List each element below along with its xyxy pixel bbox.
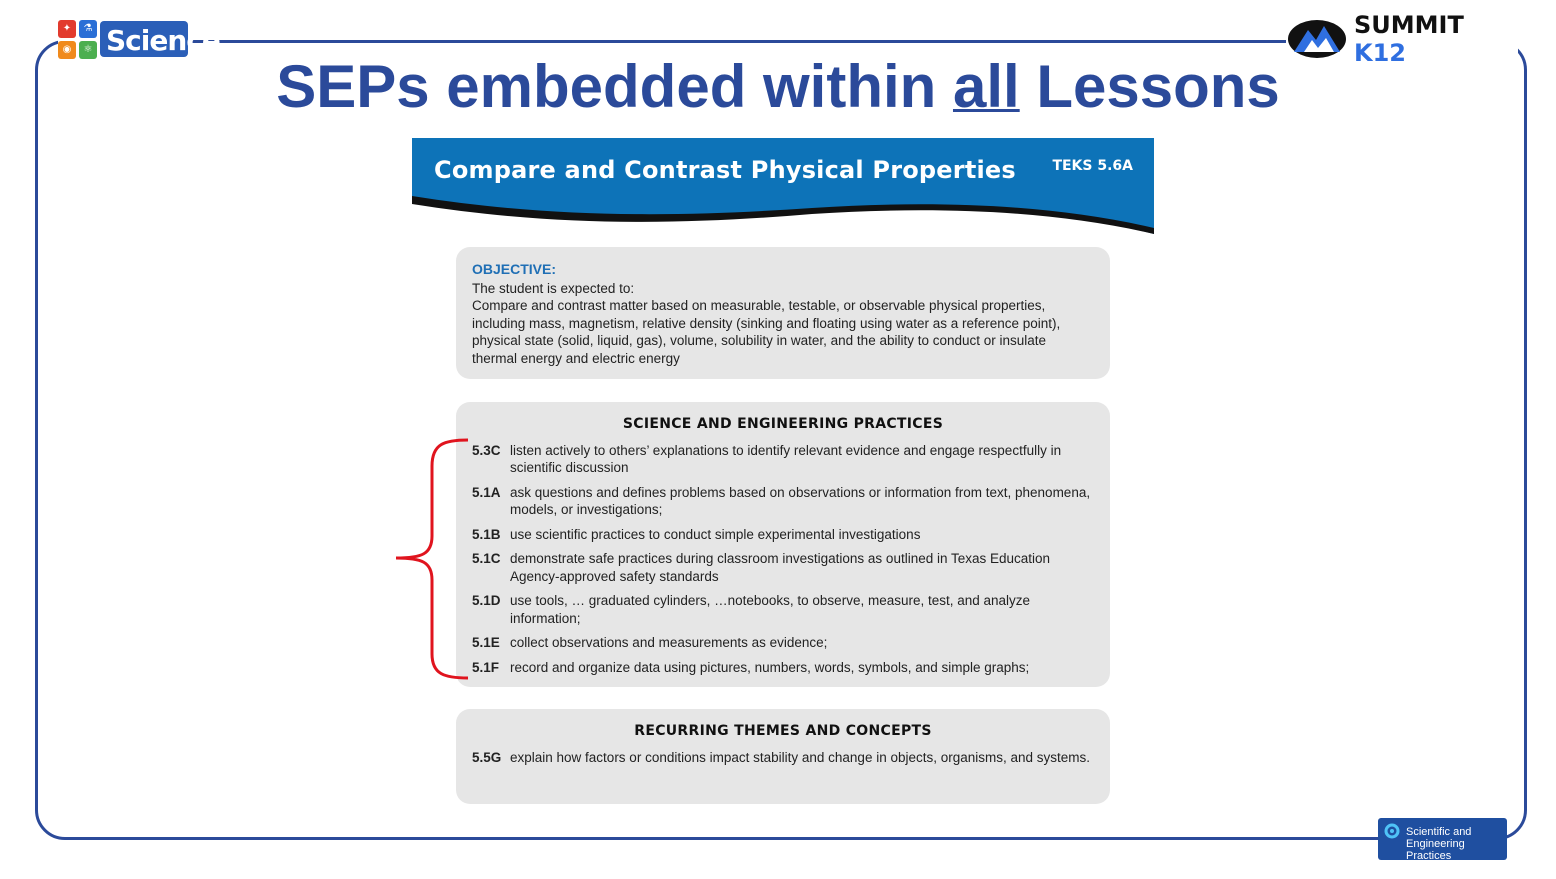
summit-word: SUMMIT — [1354, 11, 1464, 39]
themes-box — [456, 709, 1110, 804]
lesson-header — [412, 138, 1154, 236]
practice-text: demonstrate safe practices during classroom investigations as outlined in Texas Education Agency-approved safety standards — [510, 551, 1051, 584]
practice-code: 5.1C — [472, 551, 501, 566]
title-emphasis: all — [952, 53, 1020, 120]
lesson-document — [412, 138, 1154, 828]
practice-item — [472, 659, 1094, 677]
practice-code: 5.1A — [472, 484, 501, 500]
themes-heading: RECURRING THEMES AND CONCEPTS — [634, 723, 932, 739]
atom-icon: ⚛ — [79, 41, 97, 59]
practice-text: use tools, … graduated cylinders, …notebooks, to observe, measure, test, and analyze information; — [510, 593, 1031, 626]
objective-text: Compare and contrast matter based on measurable, testable, or observable physical properties, including mass, magnetism, relative density (sinking and floating using water as a reference point), physical state (solid, liquid, gas), volume, solubility in water, and the ability to conduct or insulate thermal energy and electric energy — [472, 298, 1061, 366]
practice-item — [472, 442, 1094, 477]
practice-text: use scientific practices to conduct simple experimental investigations — [510, 526, 921, 542]
sep-badge-line1: Scientific and — [1406, 826, 1472, 838]
practice-code: 5.1E — [472, 635, 500, 650]
practice-item — [472, 634, 1094, 652]
dna-icon: ✦ — [58, 20, 76, 38]
practice-code: 5.3C — [472, 442, 501, 458]
practice-item — [472, 592, 1094, 627]
header-wave — [412, 138, 1154, 236]
sep-badge-line2: Engineering Practices — [1406, 838, 1465, 862]
slide-title — [0, 52, 1556, 121]
flask-icon: ⚗ — [79, 20, 97, 38]
science-logo-text: Science — [100, 21, 188, 57]
lesson-title: Compare and Contrast Physical Properties — [434, 156, 1016, 184]
sep-badge — [1378, 818, 1507, 860]
practice-text: ask questions and defines problems based on observations or information from text, phenomena, models, or investigations; — [510, 484, 1091, 517]
practice-text: collect observations and measurements as evidence; — [510, 635, 828, 650]
practices-heading: SCIENCE AND ENGINEERING PRACTICES — [622, 416, 944, 432]
objective-intro: The student is expected to: — [472, 280, 635, 296]
objective-heading: OBJECTIVE: — [472, 261, 557, 277]
practice-text: listen actively to others’ explanations to identify relevant evidence and engage respectfully in scientific discussion — [510, 442, 1062, 475]
gear-icon — [1382, 821, 1402, 841]
theme-item — [472, 749, 1094, 767]
teks-code: TEKS 5.6A — [1052, 158, 1133, 174]
theme-text: explain how factors or conditions impact stability and change in objects, organisms, and systems. — [510, 749, 1091, 765]
practice-code: 5.1F — [472, 659, 500, 675]
practice-code: 5.1D — [472, 593, 501, 608]
objective-box — [456, 247, 1110, 379]
practice-code: 5.1B — [472, 526, 501, 542]
red-curly-bracket — [392, 436, 472, 682]
practices-box — [456, 402, 1110, 687]
k12-word: K12 — [1354, 39, 1406, 67]
planet-icon: ◉ — [58, 41, 76, 59]
practice-text: record and organize data using pictures, numbers, words, symbols, and simple graphs; — [510, 659, 1030, 675]
title-part-1: SEPs embedded within — [276, 53, 953, 120]
practice-item — [472, 484, 1094, 519]
practice-item — [472, 526, 1094, 544]
title-part-2: Lessons — [1019, 53, 1280, 120]
theme-code: 5.5G — [472, 749, 502, 765]
practice-item — [472, 550, 1094, 585]
